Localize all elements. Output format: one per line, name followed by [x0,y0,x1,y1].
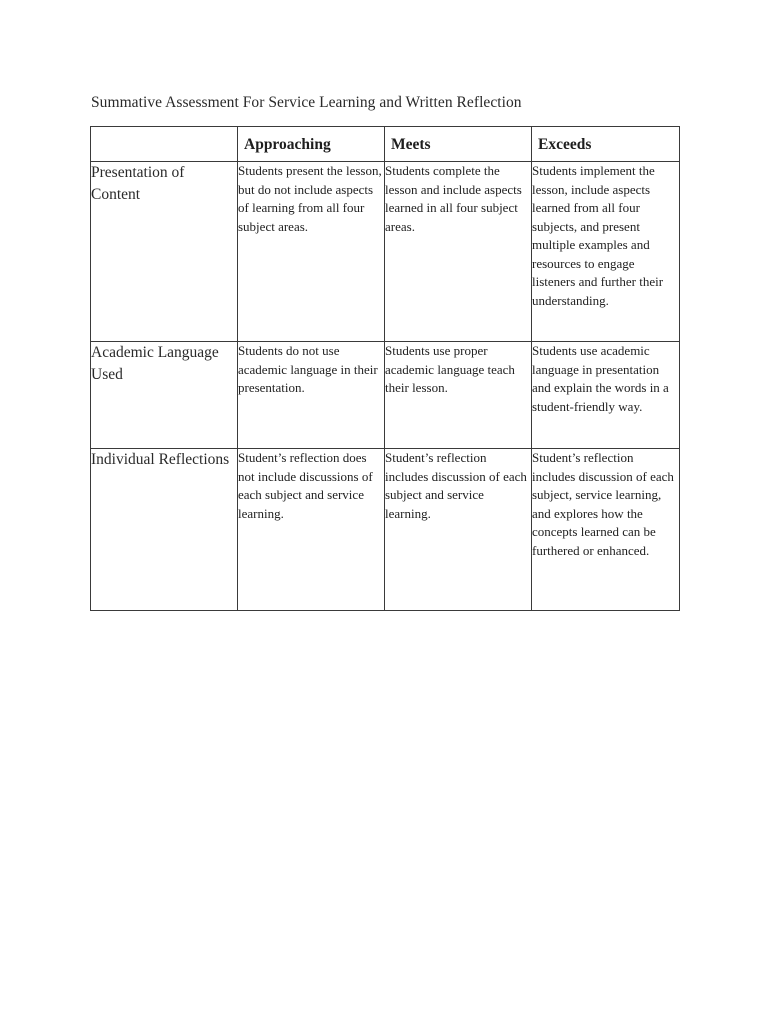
cell-approaching: Student’s reflection does not include discussions of each subject and service learning. [238,449,385,611]
document-title: Summative Assessment For Service Learning and Written Reflection [91,94,522,111]
cell-approaching: Students present the lesson, but do not include aspects of learning from all four subject areas. [238,162,385,342]
criterion-presentation-of-content: Presentation of Content [91,162,238,342]
header-approaching: Approaching [238,127,385,162]
cell-meets: Student’s reflection includes discussion of each subject and service learning. [385,449,532,611]
cell-exceeds: Student’s reflection includes discussion of each subject, service learning, and explores how the concepts learned can be furthered or enhanced. [532,449,680,611]
table-row [91,342,680,449]
header-meets: Meets [385,127,532,162]
cell-exceeds: Students implement the lesson, include aspects learned from all four subjects, and present multiple examples and resources to engage listeners and further their understanding. [532,162,680,342]
table-row [91,449,680,611]
criterion-academic-language-used: Academic Language Used [91,342,238,449]
header-empty-cell [91,127,238,162]
cell-approaching: Students do not use academic language in their presentation. [238,342,385,449]
cell-meets: Students complete the lesson and include aspects learned in all four subject areas. [385,162,532,342]
table-row [91,162,680,342]
cell-exceeds: Students use academic language in presentation and explain the words in a student-friendly way. [532,342,680,449]
criterion-individual-reflections: Individual Reflections [91,449,238,611]
rubric-table [90,126,680,611]
header-exceeds: Exceeds [532,127,680,162]
table-header-row [91,127,680,162]
cell-meets: Students use proper academic language teach their lesson. [385,342,532,449]
